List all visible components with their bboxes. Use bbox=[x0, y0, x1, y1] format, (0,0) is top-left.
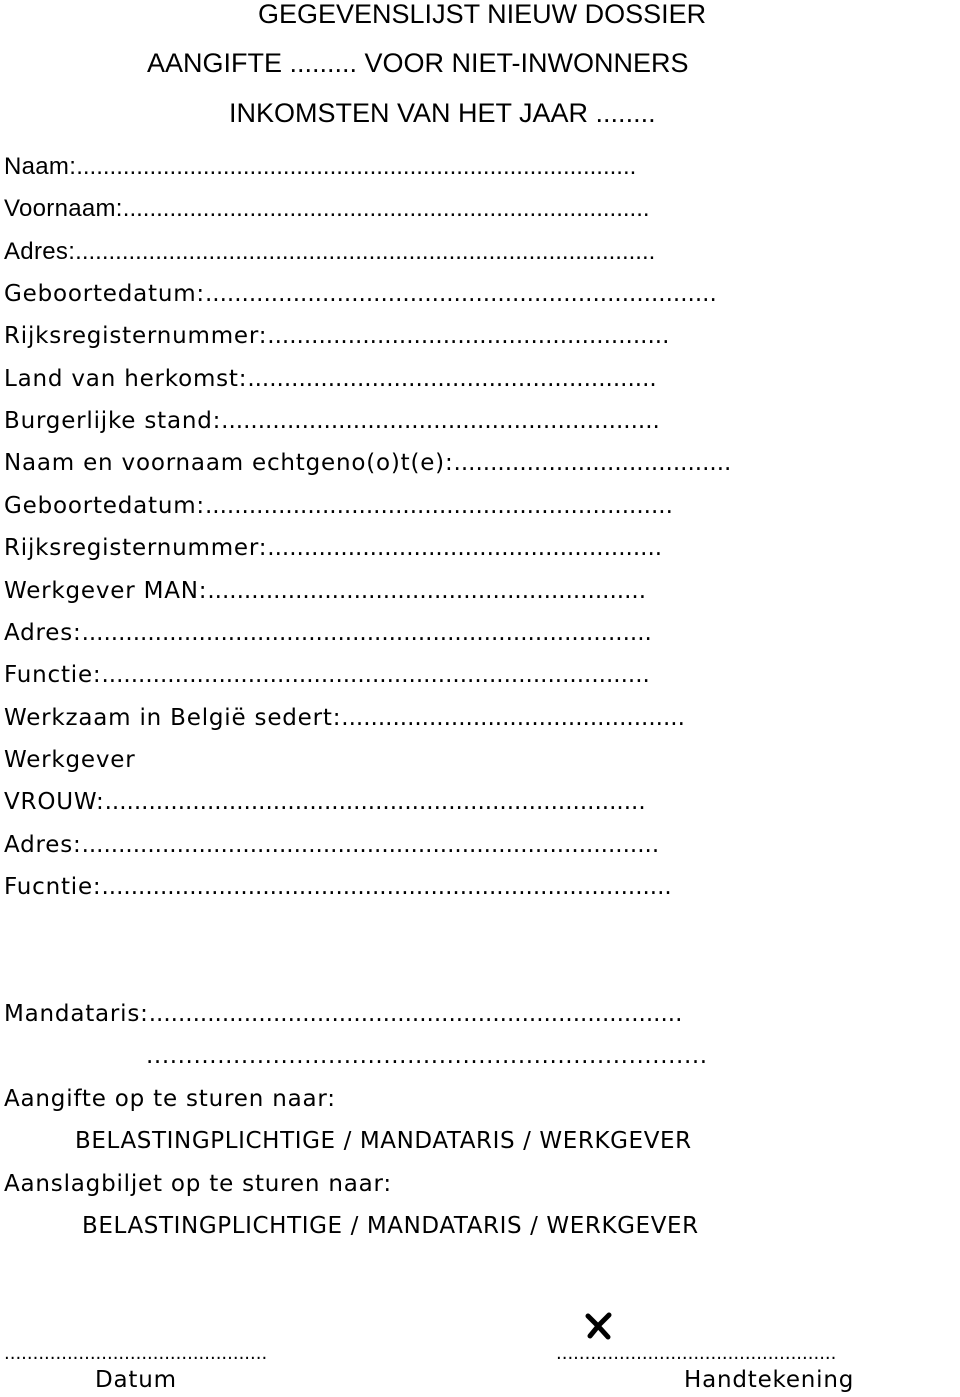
field-label: Rijksregisternummer: bbox=[4, 323, 268, 349]
form-field[interactable] bbox=[4, 746, 884, 774]
signature-line[interactable]: ................................................. bbox=[556, 1343, 837, 1364]
field-dots: ...................................................................... bbox=[204, 281, 717, 307]
aanslag-options[interactable]: BELASTINGPLICHTIGE / MANDATARIS / WERKGEVER bbox=[82, 1213, 699, 1239]
mandataris-field[interactable] bbox=[4, 1000, 884, 1028]
form-field[interactable] bbox=[4, 661, 884, 689]
field-dots: .................................................................................... bbox=[76, 153, 637, 180]
aangifte-line: AANGIFTE ......... VOOR NIET-INWONNERS bbox=[147, 48, 689, 78]
aanslag-label: Aanslagbiljet op te sturen naar: bbox=[4, 1171, 392, 1197]
field-dots: ......................................................................... bbox=[148, 1001, 683, 1027]
form-field[interactable] bbox=[4, 365, 884, 393]
date-line[interactable]: .............................................. bbox=[4, 1343, 268, 1364]
form-title: GEGEVENSLIJST NIEUW DOSSIER bbox=[258, 0, 707, 29]
field-label: Fucntie: bbox=[4, 874, 102, 900]
form-field[interactable] bbox=[4, 704, 884, 732]
form-field[interactable] bbox=[4, 492, 884, 520]
form-field[interactable] bbox=[4, 195, 884, 223]
field-dots: .......................................................................... bbox=[104, 789, 646, 815]
field-dots: ............................................................ bbox=[221, 408, 660, 434]
field-label: Adres: bbox=[4, 238, 76, 265]
field-label: Adres: bbox=[4, 620, 82, 646]
field-label: Adres: bbox=[4, 832, 82, 858]
form-field[interactable] bbox=[4, 788, 884, 816]
field-dots: ............................................................................... bbox=[81, 832, 660, 858]
signature-mark-icon bbox=[584, 1312, 614, 1340]
field-dots: ........................................................ bbox=[247, 366, 657, 392]
date-label: Datum bbox=[95, 1367, 177, 1393]
field-label: Werkgever bbox=[4, 747, 136, 773]
field-dots: ............................................... bbox=[341, 705, 685, 731]
aangifte-label: Aangifte op te sturen naar: bbox=[4, 1086, 336, 1112]
income-year-line: INKOMSTEN VAN HET JAAR ........ bbox=[229, 98, 656, 128]
form-field[interactable] bbox=[4, 534, 884, 562]
field-label: Land van herkomst: bbox=[4, 366, 248, 392]
field-label: VROUW: bbox=[4, 789, 105, 815]
form-field[interactable] bbox=[4, 449, 884, 477]
field-label: Voornaam: bbox=[4, 195, 123, 222]
field-dots: ...................................................... bbox=[267, 535, 663, 561]
form-field[interactable] bbox=[4, 873, 884, 901]
field-dots: ...................................... bbox=[453, 450, 732, 476]
field-label: Geboortedatum: bbox=[4, 281, 205, 307]
field-dots: .............................................................................. bbox=[101, 874, 672, 900]
field-dots: ............................................................................... bbox=[122, 195, 650, 222]
field-dots: .............................................................................. bbox=[81, 620, 652, 646]
aangifte-options[interactable]: BELASTINGPLICHTIGE / MANDATARIS / WERKGEVER bbox=[75, 1128, 692, 1154]
field-label: Mandataris: bbox=[4, 1001, 149, 1027]
form-field[interactable] bbox=[4, 577, 884, 605]
form-field[interactable] bbox=[4, 238, 884, 266]
field-label: Burgerlijke stand: bbox=[4, 408, 222, 434]
form-field[interactable] bbox=[4, 619, 884, 647]
field-label: Werkgever MAN: bbox=[4, 578, 208, 604]
field-label: Naam en voornaam echtgeno(o)t(e): bbox=[4, 450, 454, 476]
field-label: Rijksregisternummer: bbox=[4, 535, 268, 561]
form-field[interactable] bbox=[4, 153, 884, 181]
field-dots: ....................................................... bbox=[267, 323, 670, 349]
field-dots: ................................................................ bbox=[204, 493, 673, 519]
field-label: Werkzaam in België sedert: bbox=[4, 705, 342, 731]
field-dots: ........................................................................... bbox=[101, 662, 650, 688]
field-label: Functie: bbox=[4, 662, 102, 688]
field-label: Naam: bbox=[4, 153, 77, 180]
signature-label: Handtekening bbox=[684, 1367, 855, 1393]
mandataris-second-line[interactable]: ....................................................................... bbox=[146, 1043, 708, 1069]
field-dots: ....................................................................................... bbox=[75, 238, 656, 265]
field-label: Geboortedatum: bbox=[4, 493, 205, 519]
form-field[interactable] bbox=[4, 322, 884, 350]
form-field[interactable] bbox=[4, 407, 884, 435]
field-dots: ............................................................ bbox=[207, 578, 647, 604]
form-field[interactable] bbox=[4, 831, 884, 859]
form-field[interactable] bbox=[4, 280, 884, 308]
